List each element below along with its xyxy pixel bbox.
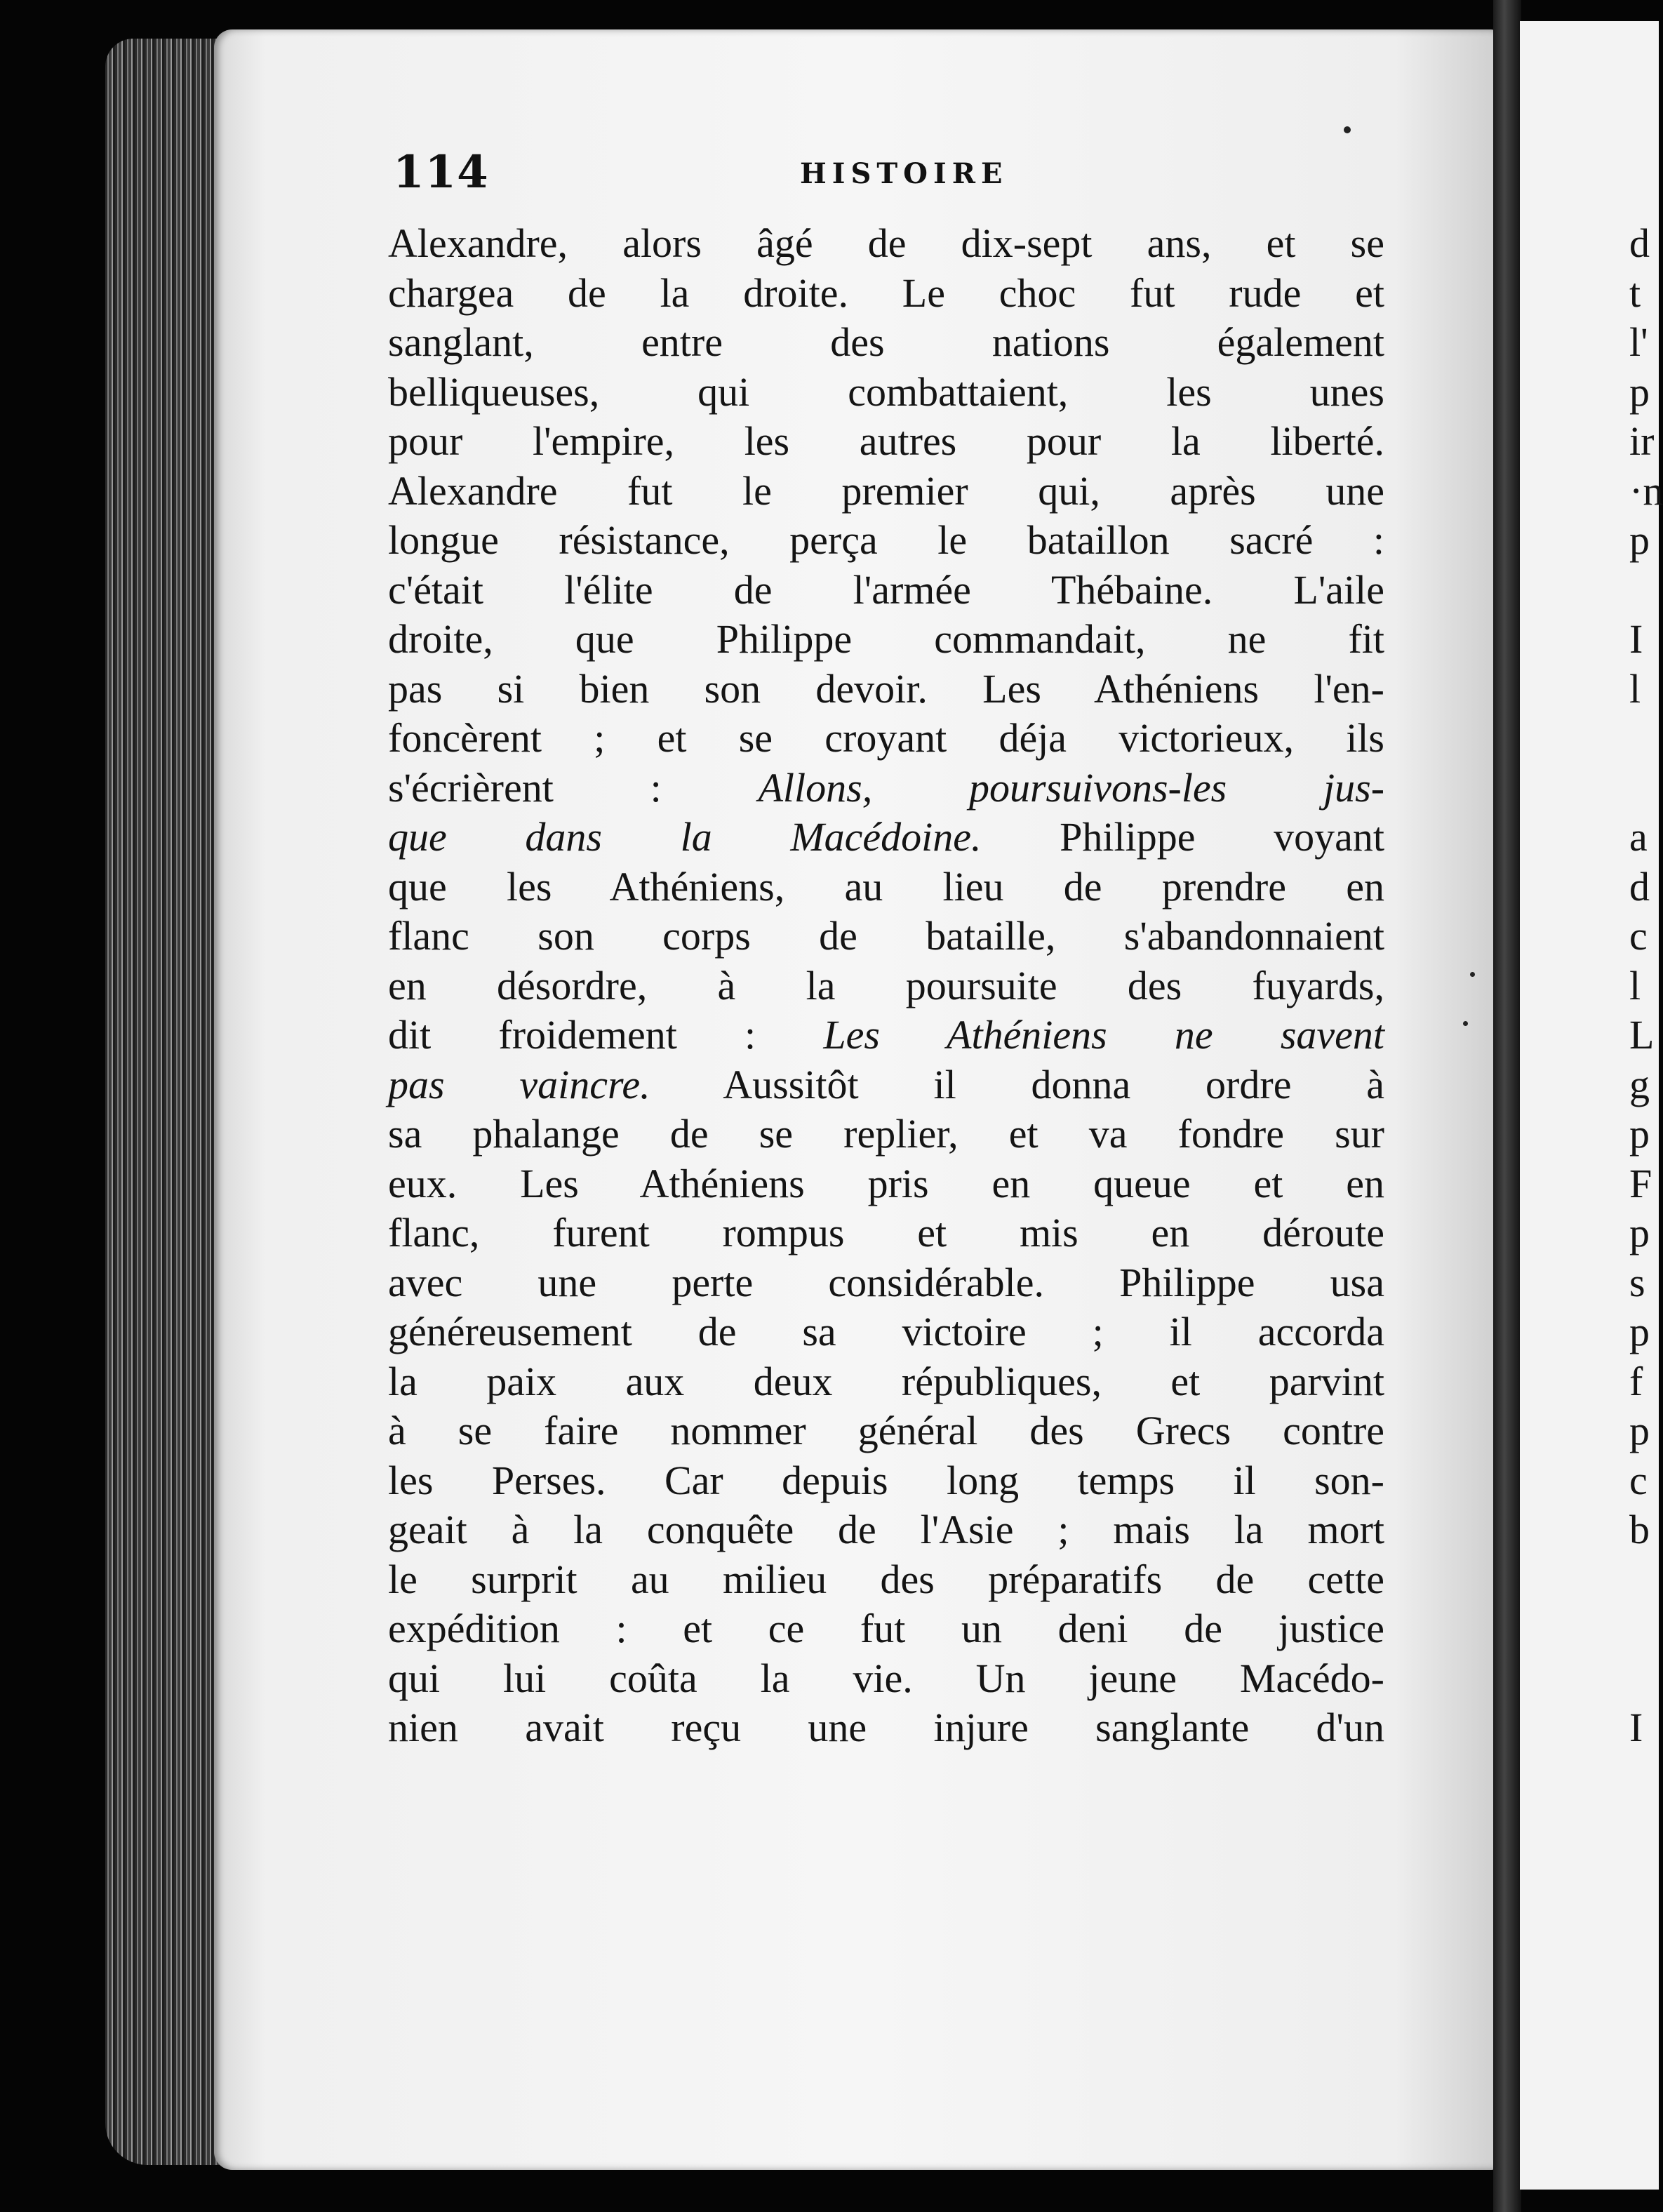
facing-page-fragment: F [1629, 1160, 1652, 1206]
facing-page-fragment: d [1629, 863, 1650, 910]
text-line [388, 714, 1384, 764]
text-line [388, 1357, 1384, 1407]
facing-page-fragment [1629, 1654, 1659, 1704]
text-line [388, 1307, 1384, 1357]
facing-page-fragment: t [1629, 269, 1641, 316]
text-line [388, 1110, 1384, 1159]
text-run: généreusement de sa victoire ; il accorda [388, 1309, 1384, 1354]
text-run: à se faire nommer général des Grecs contre [388, 1408, 1384, 1453]
text-line [388, 467, 1384, 517]
facing-page-fragment: c [1629, 913, 1648, 959]
text-line [388, 1011, 1384, 1060]
facing-page-fragment: c [1629, 1457, 1648, 1503]
text-run: chargea de la droite. Le choc fut rude et [388, 269, 1384, 316]
text-line [388, 1654, 1384, 1704]
text-line [388, 1208, 1384, 1258]
italic-phrase: pas vaincre. [388, 1061, 650, 1107]
facing-page-fragment: p [1629, 1210, 1650, 1255]
text-line [388, 615, 1384, 665]
facing-page-fragment: l [1629, 962, 1641, 1008]
text-run: Philippe voyant [981, 814, 1384, 860]
facing-page-fragment: g [1629, 1061, 1650, 1107]
dust-speck [1463, 1021, 1468, 1026]
text-run: droite, que Philippe commandait, ne fit [388, 616, 1384, 662]
text-line [388, 1555, 1384, 1605]
text-line [388, 318, 1384, 368]
book-gutter [1493, 0, 1521, 2212]
text-run: sa phalange de se replier, et va fondre sur [388, 1111, 1384, 1157]
facing-page-fragment: d [1629, 220, 1650, 266]
text-run: expédition : et ce fut un deni de justice [388, 1606, 1384, 1651]
italic-phrase: que dans la Macédoine. [388, 814, 982, 860]
text-run: flanc son corps de bataille, s'abandonnaient [388, 913, 1384, 959]
text-line [388, 813, 1384, 862]
text-run: Alexandre fut le premier qui, après une [388, 467, 1384, 514]
text-line [388, 417, 1384, 467]
text-line [388, 961, 1384, 1011]
facing-page-fragment: ·n [1629, 467, 1663, 514]
text-line [388, 1703, 1384, 1753]
text-line [388, 1258, 1384, 1308]
page-header [393, 146, 1396, 209]
text-run: le surprit au milieu des préparatifs de cette [388, 1556, 1384, 1602]
facing-page-fragment: I [1629, 616, 1643, 662]
facing-page-fragment: l' [1629, 319, 1648, 365]
text-line [388, 219, 1384, 269]
facing-page-fragment: p [1629, 1309, 1650, 1354]
text-line [388, 269, 1384, 319]
facing-page-fragment: f [1629, 1358, 1643, 1404]
page-number: 114 [393, 146, 489, 199]
text-run: que les Athéniens, au lieu de prendre en [388, 863, 1384, 910]
text-run: eux. Les Athéniens pris en queue et en [388, 1160, 1384, 1206]
text-run: pas si bien son devoir. Les Athéniens l'en- [388, 665, 1384, 712]
text-run: sanglant, entre des nations également [388, 319, 1384, 365]
facing-page-fragment [1629, 764, 1659, 813]
text-line [388, 516, 1384, 566]
text-run: flanc, furent rompus et mis en déroute [388, 1210, 1384, 1255]
text-run: les Perses. Car depuis long temps il son- [388, 1457, 1384, 1503]
facing-page-fragment: l [1629, 665, 1641, 712]
text-line [388, 764, 1384, 813]
body-text [388, 219, 1384, 1753]
facing-page-fragment [1629, 1555, 1659, 1605]
text-run: belliqueuses, qui combattaient, les unes [388, 368, 1384, 415]
text-run: pour l'empire, les autres pour la liberté. [388, 418, 1384, 464]
text-run: geait à la conquête de l'Asie ; mais la mort [388, 1507, 1384, 1552]
italic-phrase: Allons, poursuivons-les jus- [758, 764, 1385, 811]
facing-page-fragment: b [1629, 1507, 1650, 1552]
facing-page-fragment: p [1629, 517, 1650, 563]
text-run: longue résistance, perça le bataillon sacré : [388, 517, 1384, 563]
facing-page-fragment: L [1629, 1012, 1655, 1058]
facing-page-fragment: s [1629, 1259, 1645, 1305]
book-page-edges [105, 39, 225, 2165]
facing-page-text [1629, 219, 1663, 1753]
text-line [388, 566, 1384, 615]
running-head: HISTOIRE [800, 157, 1008, 190]
text-line [388, 368, 1384, 418]
text-run: dit froidement : [388, 1012, 824, 1058]
facing-page-fragment: p [1629, 1111, 1650, 1157]
text-line [388, 1060, 1384, 1110]
facing-page-fragment: ir [1629, 418, 1655, 464]
facing-page-fragment: p [1629, 1408, 1650, 1453]
facing-page-fragment: I [1629, 1705, 1643, 1750]
text-run: s'écrièrent : [388, 764, 759, 811]
facing-page-fragment [1629, 1604, 1659, 1654]
text-line [388, 1604, 1384, 1654]
text-line [388, 1456, 1384, 1506]
text-run: Aussitôt il donna ordre à [650, 1061, 1384, 1107]
text-run: foncèrent ; et se croyant déja victorieux, ils [388, 715, 1384, 761]
facing-page-fragment [1629, 566, 1659, 615]
text-run: qui lui coûta la vie. Un jeune Macédo- [388, 1655, 1384, 1701]
text-line [388, 1159, 1384, 1209]
text-line [388, 912, 1384, 961]
text-line [388, 862, 1384, 912]
text-run: Alexandre, alors âgé de dix-sept ans, et se [388, 220, 1384, 266]
text-line [388, 1406, 1384, 1456]
text-run: la paix aux deux républiques, et parvint [388, 1358, 1384, 1404]
italic-phrase: Les Athéniens ne savent [823, 1012, 1384, 1058]
facing-page-fragment [1629, 714, 1659, 764]
dust-speck [1470, 972, 1475, 977]
text-line [388, 665, 1384, 714]
facing-page-fragment: p [1629, 368, 1650, 415]
text-line [388, 1505, 1384, 1555]
text-run: en désordre, à la poursuite des fuyards, [388, 962, 1384, 1008]
text-run: avec une perte considérable. Philippe usa [388, 1259, 1384, 1305]
facing-page-fragment: a [1629, 814, 1648, 860]
text-run: nien avait reçu une injure sanglante d'un [388, 1705, 1384, 1750]
text-run: c'était l'élite de l'armée Thébaine. L'aile [388, 566, 1384, 613]
dust-speck [1344, 126, 1351, 133]
